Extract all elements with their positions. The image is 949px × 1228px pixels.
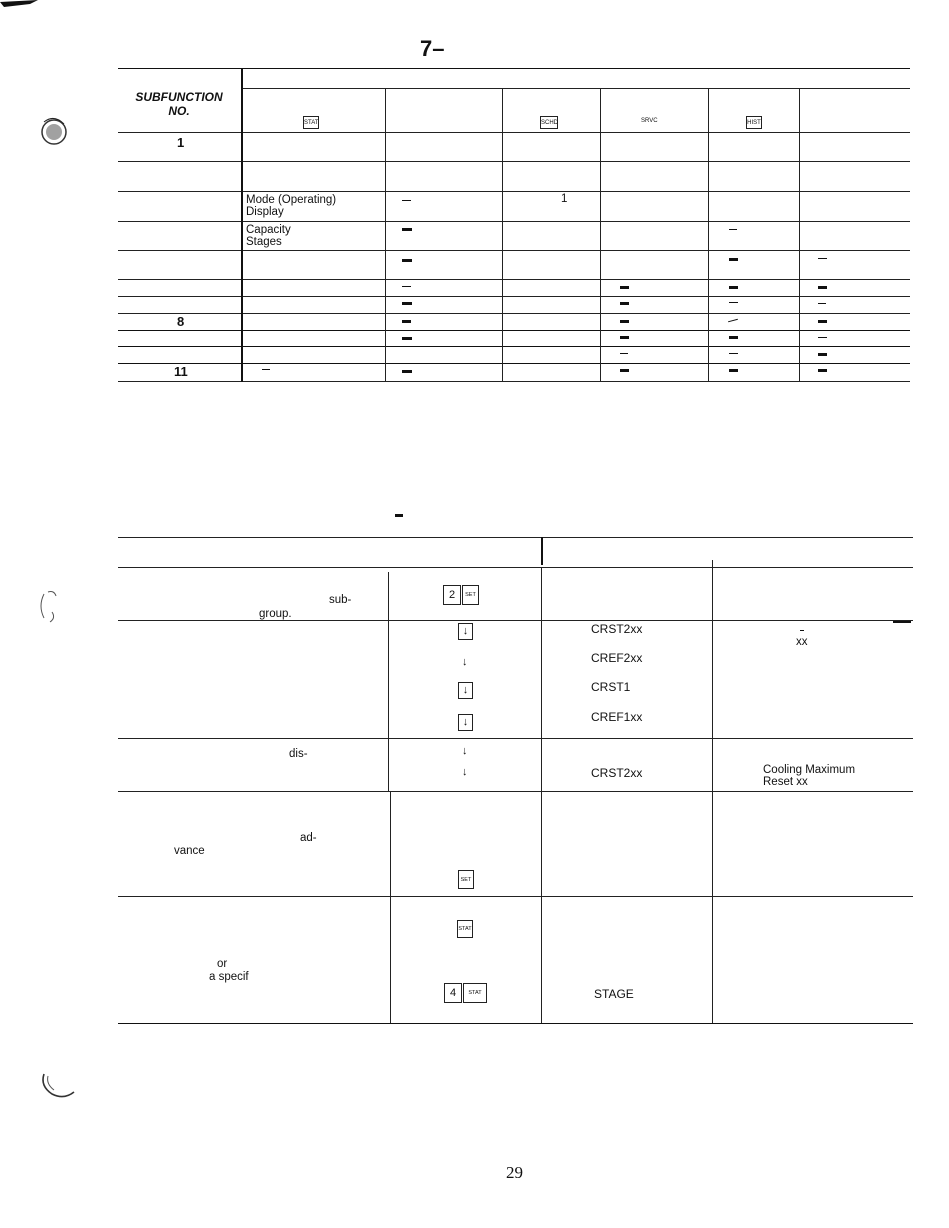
display-text: CRST2xx <box>591 766 643 780</box>
action-text: or <box>217 958 228 970</box>
action-text: vance <box>174 845 205 857</box>
table1-row-rule <box>118 161 910 162</box>
action-text: group. <box>259 608 292 620</box>
dash-mark <box>729 286 738 289</box>
table2-title-dash <box>395 514 403 517</box>
table1-col-line <box>385 88 386 382</box>
table2-header-bottom <box>118 567 913 568</box>
row-description: Capacity Stages <box>246 224 291 248</box>
dash-mark <box>620 353 628 354</box>
table1-col-line <box>600 88 601 382</box>
table1-col-line <box>708 88 709 382</box>
table1-col-line <box>502 88 503 382</box>
subfunction-header: SUBFUNCTION <box>135 90 223 104</box>
display-text: STAGE <box>594 987 634 1001</box>
table2-col-line <box>388 620 389 738</box>
dash-mark <box>620 286 629 289</box>
dash-mark <box>402 320 411 323</box>
dash-mark <box>818 286 827 289</box>
action-text: dis- <box>289 748 308 760</box>
table1-row-rule <box>118 363 910 364</box>
table1-col-line <box>799 88 800 382</box>
dash-mark <box>620 302 629 305</box>
dash-mark <box>729 258 738 261</box>
comment-text: xx <box>796 636 808 648</box>
dash-mark <box>402 302 412 305</box>
dash-mark <box>818 369 827 372</box>
down-arrow-key-icon: ↓ <box>458 682 473 699</box>
table2-col-line <box>390 791 391 1023</box>
action-text: ad- <box>300 832 317 844</box>
table2-col-line <box>712 567 713 1023</box>
down-arrow-icon: ↓ <box>462 766 468 778</box>
srvc-key-label: SRVC <box>641 118 658 124</box>
table2-bottom-rule <box>118 1023 913 1024</box>
row-value: 1 <box>561 193 568 205</box>
table1-row-rule <box>118 279 910 280</box>
display-text: CRST2xx <box>591 622 643 636</box>
table2-col-line <box>388 572 389 620</box>
table2-col-line <box>541 567 542 1023</box>
table1-row-rule <box>118 330 910 331</box>
binder-hole-mark-top <box>36 112 70 152</box>
table1-row-rule <box>118 296 910 297</box>
display-text: CREF1xx <box>591 710 643 724</box>
dash-mark <box>620 320 629 323</box>
table1-header-bottom <box>118 132 910 133</box>
dash-mark <box>620 336 629 339</box>
dash-mark <box>729 229 737 230</box>
table1-row-rule <box>118 250 910 251</box>
subfunction-no: 1 <box>177 135 185 150</box>
stat-key-icon: STAT <box>457 920 473 938</box>
dash-mark <box>818 258 827 259</box>
dash-mark <box>620 369 629 372</box>
key-4-icon: 4 <box>444 983 462 1003</box>
binder-hole-mark-bottom <box>38 1070 78 1104</box>
dash-mark <box>818 303 826 304</box>
dash-mark <box>402 200 411 201</box>
display-text: CRST1 <box>591 680 631 694</box>
dash-mark <box>402 259 412 262</box>
page-number: 29 <box>506 1163 523 1182</box>
dash-mark <box>893 621 911 623</box>
table2-top-rule <box>118 537 913 538</box>
key-2-icon: 2 <box>443 585 461 605</box>
table1-bottom-rule <box>118 381 910 382</box>
corner-mark <box>0 0 40 12</box>
schd-key-icon: SCHD <box>540 116 558 129</box>
action-text: sub- <box>329 594 352 606</box>
down-arrow-key-icon: ↓ <box>458 623 473 640</box>
title-dash: – <box>432 36 445 61</box>
table2-row-rule <box>118 738 913 739</box>
dash-mark <box>729 302 738 303</box>
table1-row-rule <box>118 346 910 347</box>
dash-mark <box>729 369 738 372</box>
down-arrow-icon: ↓ <box>462 745 468 757</box>
table1-row-rule <box>118 191 910 192</box>
dash-mark <box>402 228 412 231</box>
dash-mark <box>729 353 738 354</box>
stat-key-icon: STAT <box>303 116 319 129</box>
table1-divider <box>241 68 243 382</box>
table1-row-rule <box>118 221 910 222</box>
dash-mark <box>818 353 827 356</box>
comment-text: Cooling Maximum <box>763 764 856 776</box>
hist-key-icon: HIST <box>746 116 762 129</box>
table1-title <box>420 38 445 60</box>
row-description: Mode (Operating) Display <box>246 194 337 218</box>
down-arrow-icon: ↓ <box>462 656 468 668</box>
display-text: CREF2xx <box>591 651 643 665</box>
down-arrow-key-icon: ↓ <box>458 714 473 731</box>
dash-mark <box>818 337 827 338</box>
table2-row-rule <box>118 620 913 621</box>
comment-text: Reset xx <box>763 776 808 788</box>
set-key-icon: SET <box>462 585 479 605</box>
table2-col-line <box>388 738 389 791</box>
set-key-icon: SET <box>458 870 474 889</box>
table2-row-rule <box>118 896 913 897</box>
dash-mark <box>402 286 411 287</box>
table1-subheader-rule <box>242 88 910 89</box>
table1-top-rule <box>118 68 910 69</box>
table1-title-number: 7 <box>420 36 433 61</box>
subfunction-no: 11 <box>174 364 188 379</box>
table2-header-divider <box>541 537 543 565</box>
dash-mark <box>818 320 827 323</box>
stat-key-icon: STAT <box>463 983 487 1003</box>
no-header: NO. <box>168 104 190 118</box>
subfunction-no: 8 <box>177 314 185 329</box>
dash-mark <box>402 337 412 340</box>
table2-row-rule <box>118 791 913 792</box>
binder-hole-mark-middle <box>34 586 64 626</box>
action-text: a specif <box>209 971 249 983</box>
dash-mark <box>728 319 738 323</box>
dash-mark <box>402 370 412 373</box>
table1-row-rule <box>118 313 910 314</box>
dash-mark <box>800 630 804 631</box>
dash-mark <box>262 369 270 370</box>
dash-mark <box>729 336 738 339</box>
